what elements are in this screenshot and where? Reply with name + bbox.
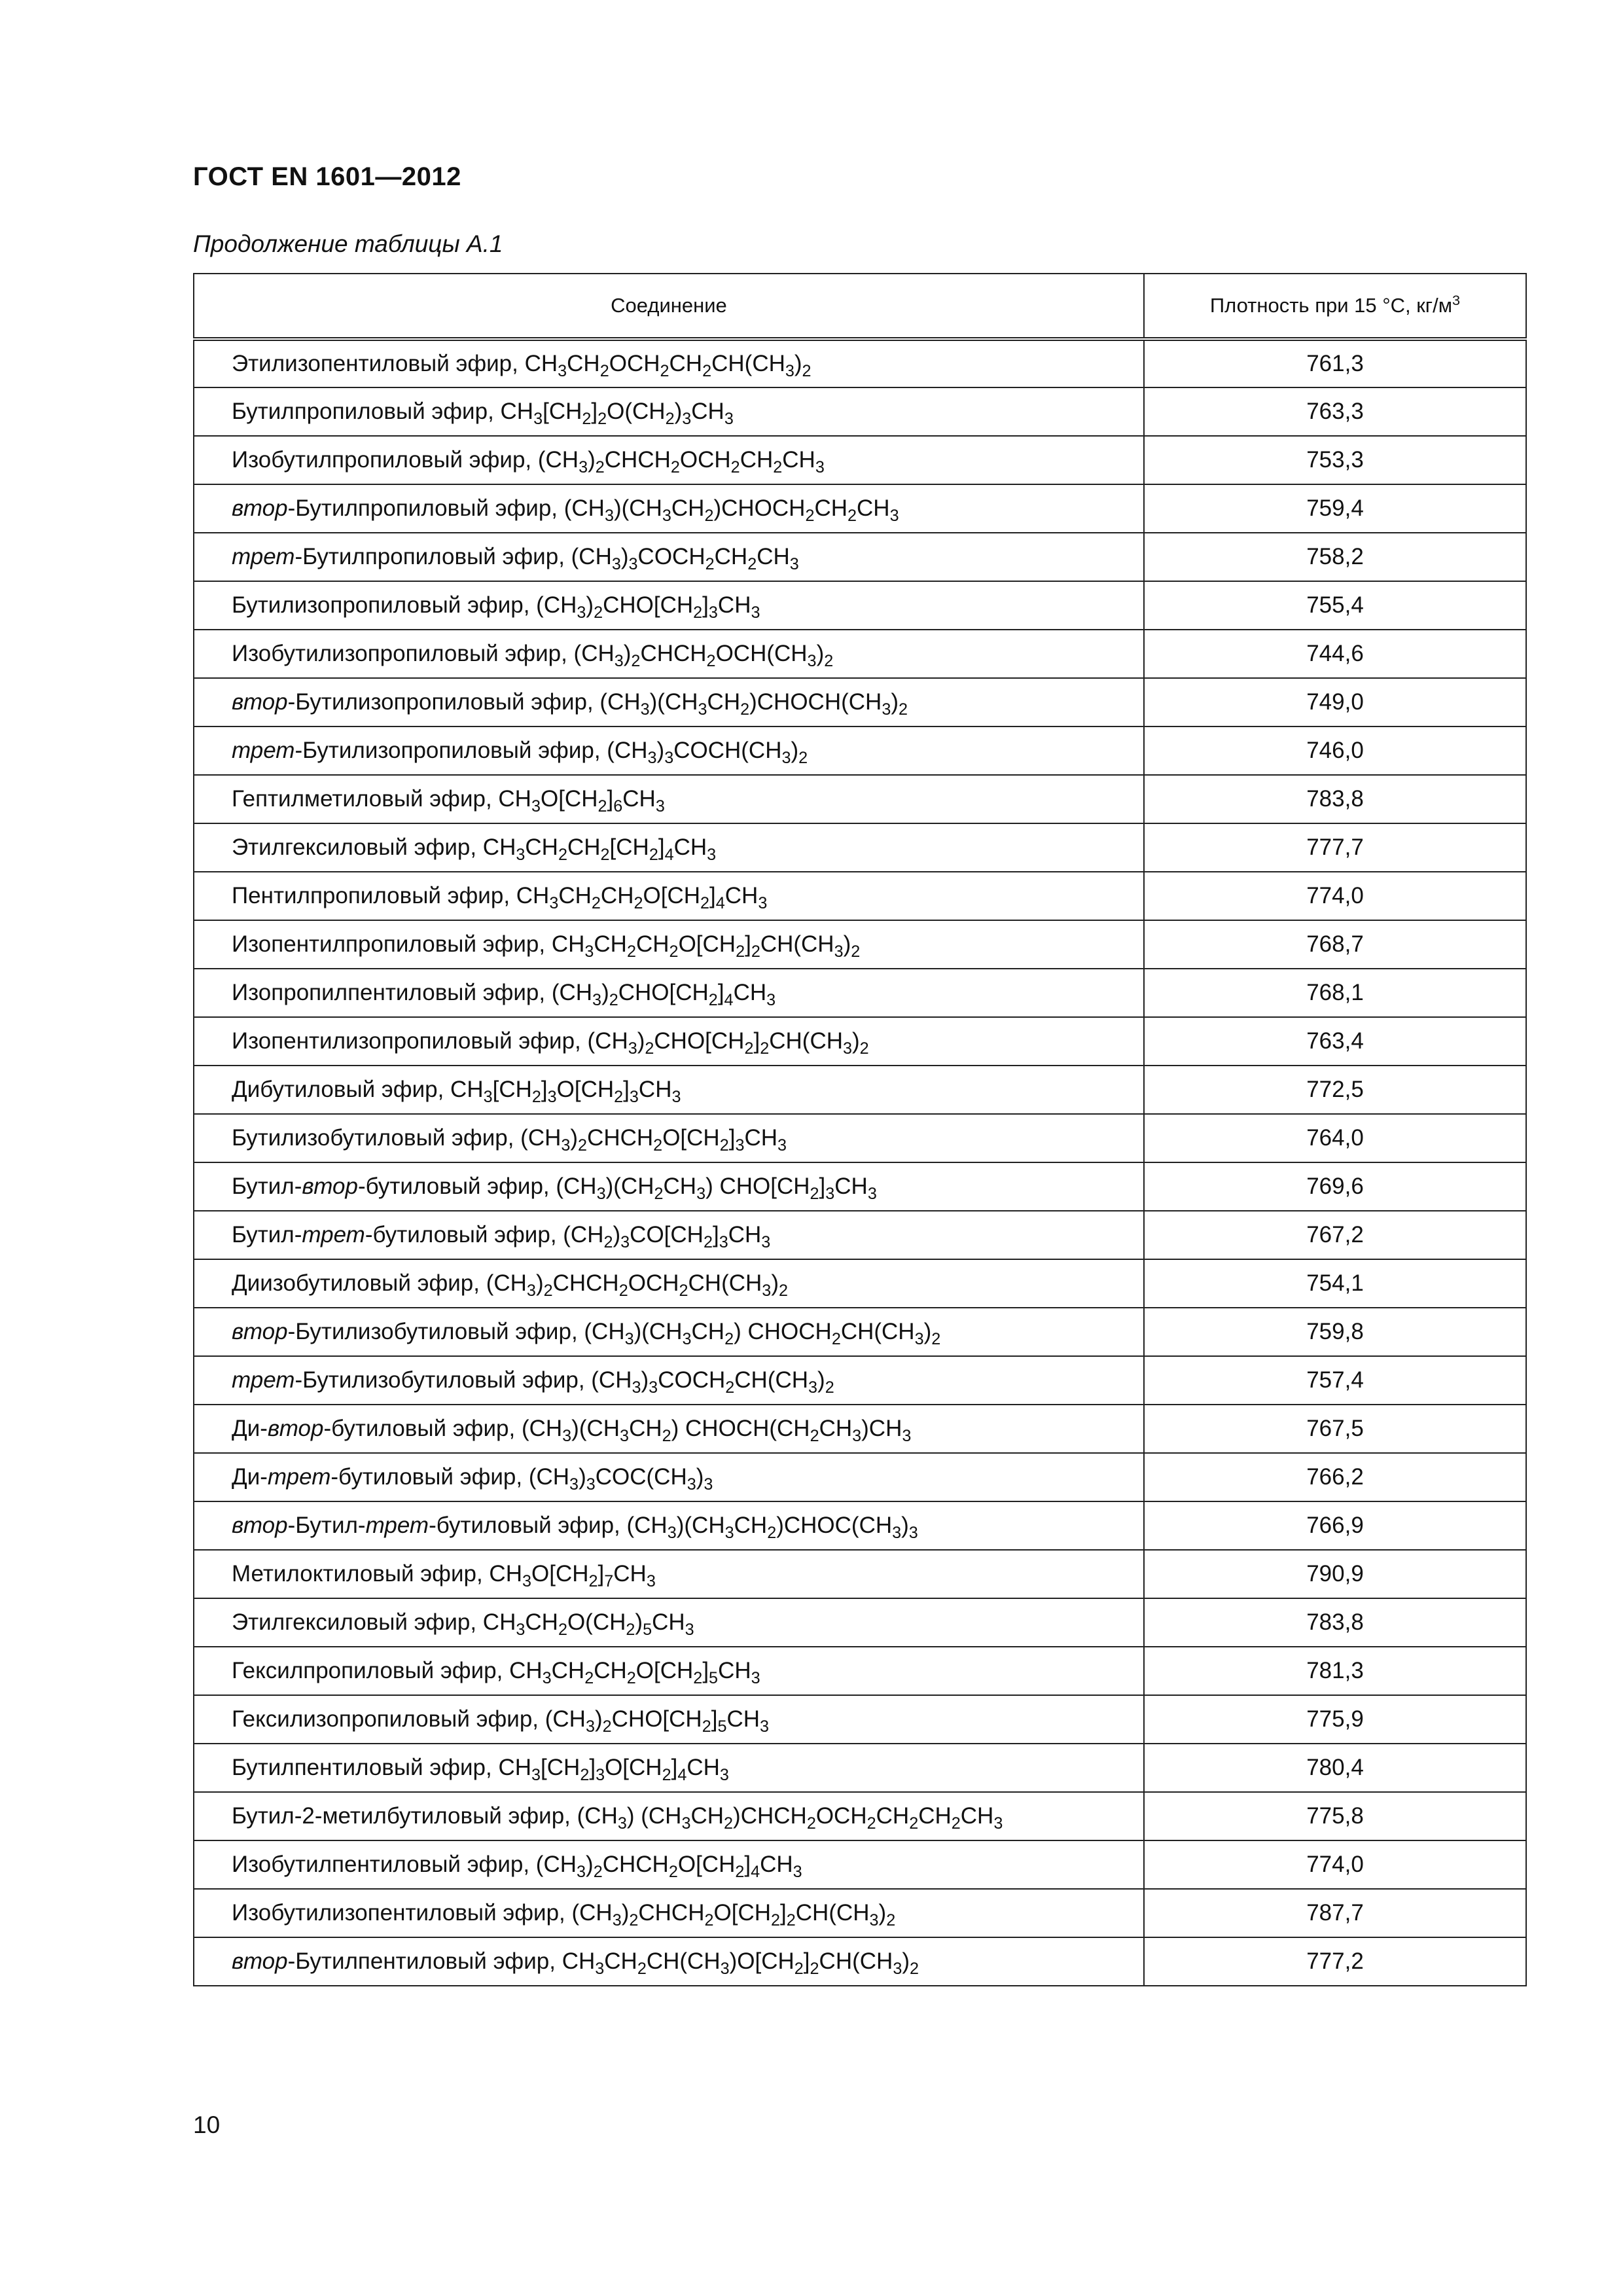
density-cell: 761,3 (1144, 339, 1526, 387)
compound-cell: Метилоктиловый эфир, $CH_3O[CH_2]_7CH_3$ (194, 1550, 1144, 1598)
table-row (194, 1405, 1526, 1453)
table-row (194, 533, 1526, 581)
table-row (194, 1744, 1526, 1792)
compound-cell: втор-Бутилизопропиловый эфир, $(CH_3)(CH_3CH_2)CHOCH(CH_3)_2$ (194, 678, 1144, 726)
density-cell: 769,6 (1144, 1162, 1526, 1211)
density-cell: 777,2 (1144, 1937, 1526, 1986)
compound-cell: Бутил-трет-бутиловый эфир, $(CH_2)_3CO[CH_2]_3CH_3$ (194, 1211, 1144, 1259)
density-cell: 757,4 (1144, 1356, 1526, 1405)
compound-cell: Бутилпропиловый эфир, $CH_3[CH_2]_2O(CH_2)_3CH_3$ (194, 387, 1144, 436)
density-cell: 774,0 (1144, 872, 1526, 920)
density-cell: 749,0 (1144, 678, 1526, 726)
density-cell: 767,2 (1144, 1211, 1526, 1259)
compound-cell: втор-Бутилпентиловый эфир, $CH_3CH_2CH(CH_3)O[CH_2]_2CH(CH_3)_2$ (194, 1937, 1144, 1986)
compound-cell: Изопентилизопропиловый эфир, $(CH_3)_2CHO[CH_2]_2CH(CH_3)_2$ (194, 1017, 1144, 1066)
table-row (194, 1889, 1526, 1937)
table-row (194, 1647, 1526, 1695)
density-cell: 774,0 (1144, 1840, 1526, 1889)
compound-cell: Бутил-втор-бутиловый эфир, $(CH_3)(CH_2CH_3)$ $CHO[CH_2]_3CH_3$ (194, 1162, 1144, 1211)
compound-cell: Гексилизопропиловый эфир, $(CH_3)_2CHO[CH_2]_5CH_3$ (194, 1695, 1144, 1744)
table-row (194, 678, 1526, 726)
compound-cell: Этилизопентиловый эфир, $CH_3CH_2OCH_2CH_2CH(CH_3)_2$ (194, 339, 1144, 387)
density-cell: 759,4 (1144, 484, 1526, 533)
table-row (194, 823, 1526, 872)
density-cell: 783,8 (1144, 775, 1526, 823)
table-row (194, 1501, 1526, 1550)
table-row (194, 1308, 1526, 1356)
table-row (194, 1792, 1526, 1840)
header-density-text: Плотность при 15 °С, кг/м (1209, 294, 1453, 317)
compound-cell: трет-Бутилпропиловый эфир, $(CH_3)_3COCH_2CH_2CH_3$ (194, 533, 1144, 581)
table-row (194, 1017, 1526, 1066)
density-cell: 754,1 (1144, 1259, 1526, 1308)
table-row (194, 726, 1526, 775)
density-cell: 775,9 (1144, 1695, 1526, 1744)
density-cell: 775,8 (1144, 1792, 1526, 1840)
compound-cell: Этилгексиловый эфир, $CH_3CH_2O(CH_2)_5CH_3$ (194, 1598, 1144, 1647)
compound-cell: Ди-втор-бутиловый эфир, $(CH_3)(CH_3CH_2)$ $CHOCH(CH_2CH_3)CH_3$ (194, 1405, 1144, 1453)
table-row (194, 1695, 1526, 1744)
density-cell: 758,2 (1144, 533, 1526, 581)
compound-cell: трет-Бутилизопропиловый эфир, $(CH_3)_3COCH(CH_3)_2$ (194, 726, 1144, 775)
density-cell: 766,9 (1144, 1501, 1526, 1550)
table-row (194, 1162, 1526, 1211)
compound-cell: Гексилпропиловый эфир, $CH_3CH_2CH_2O[CH_2]_5CH_3$ (194, 1647, 1144, 1695)
table-row (194, 339, 1526, 387)
table-row (194, 1114, 1526, 1162)
table-row (194, 630, 1526, 678)
table-row (194, 1598, 1526, 1647)
density-cell: 781,3 (1144, 1647, 1526, 1695)
density-cell: 768,1 (1144, 969, 1526, 1017)
compound-cell: Бутилизобутиловый эфир, $(CH_3)_2CHCH_2O[CH_2]_3CH_3$ (194, 1114, 1144, 1162)
table-row (194, 436, 1526, 484)
table-row (194, 775, 1526, 823)
table-row (194, 1259, 1526, 1308)
compound-cell: втор-Бутилизобутиловый эфир, $(CH_3)(CH_3CH_2)$ $CHOCH_2CH(CH_3)_2$ (194, 1308, 1144, 1356)
table-row (194, 1066, 1526, 1114)
table-row (194, 387, 1526, 436)
table-row (194, 872, 1526, 920)
compound-cell: трет-Бутилизобутиловый эфир, $(CH_3)_3COCH_2CH(CH_3)_2$ (194, 1356, 1144, 1405)
table-header-row (194, 274, 1526, 339)
header-compound: Соединение (194, 274, 1144, 339)
header-density-superscript: 3 (1452, 292, 1461, 309)
density-cell: 783,8 (1144, 1598, 1526, 1647)
compound-cell: Бутил-2-метилбутиловый эфир, $(CH_3)$ $(CH_3CH_2)CHCH_2OCH_2CH_2CH_2CH_3$ (194, 1792, 1144, 1840)
table-row (194, 920, 1526, 969)
table-caption: Продолжение таблицы А.1 (193, 230, 503, 257)
compound-cell: Изобутилпропиловый эфир, $(CH_3)_2CHCH_2OCH_2CH_2CH_3$ (194, 436, 1144, 484)
table-row (194, 1211, 1526, 1259)
density-cell: 759,8 (1144, 1308, 1526, 1356)
density-cell: 744,6 (1144, 630, 1526, 678)
compound-cell: Бутилизопропиловый эфир, $(CH_3)_2CHO[CH_2]_3CH_3$ (194, 581, 1144, 630)
compound-cell: Изобутилпентиловый эфир, $(CH_3)_2CHCH_2O[CH_2]_4CH_3$ (194, 1840, 1144, 1889)
table-row (194, 581, 1526, 630)
density-cell: 772,5 (1144, 1066, 1526, 1114)
density-cell: 780,4 (1144, 1744, 1526, 1792)
compound-cell: втор-Бутилпропиловый эфир, $(CH_3)(CH_3CH_2)CHOCH_2CH_2CH_3$ (194, 484, 1144, 533)
table-row (194, 1840, 1526, 1889)
table-row (194, 1937, 1526, 1986)
density-cell: 777,7 (1144, 823, 1526, 872)
density-cell: 746,0 (1144, 726, 1526, 775)
compound-cell: Изопропилпентиловый эфир, $(CH_3)_2CHO[CH_2]_4CH_3$ (194, 969, 1144, 1017)
page-number: 10 (193, 2111, 221, 2138)
table-row (194, 1453, 1526, 1501)
compound-cell: Дибутиловый эфир, $CH_3[CH_2]_3O[CH_2]_3CH_3$ (194, 1066, 1144, 1114)
compound-cell: Пентилпропиловый эфир, $CH_3CH_2CH_2O[CH_2]_4CH_3$ (194, 872, 1144, 920)
compound-cell: втор-Бутил-трет-бутиловый эфир, $(CH_3)(CH_3CH_2)CHOC(CH_3)_3$ (194, 1501, 1144, 1550)
density-table (193, 273, 1527, 1986)
table-body (194, 339, 1526, 1986)
table-row (194, 1356, 1526, 1405)
density-cell: 764,0 (1144, 1114, 1526, 1162)
header-density (1144, 274, 1526, 339)
compound-cell: Изопентилпропиловый эфир, $CH_3CH_2CH_2O[CH_2]_2CH(CH_3)_2$ (194, 920, 1144, 969)
density-cell: 767,5 (1144, 1405, 1526, 1453)
density-cell: 755,4 (1144, 581, 1526, 630)
compound-cell: Изобутилизопропиловый эфир, $(CH_3)_2CHCH_2OCH(CH_3)_2$ (194, 630, 1144, 678)
table-row (194, 484, 1526, 533)
table-row (194, 1550, 1526, 1598)
compound-cell: Этилгексиловый эфир, $CH_3CH_2CH_2[CH_2]_4CH_3$ (194, 823, 1144, 872)
density-cell: 787,7 (1144, 1889, 1526, 1937)
document-title: ГОСТ EN 1601—2012 (193, 162, 461, 191)
compound-cell: Изобутилизопентиловый эфир, $(CH_3)_2CHCH_2O[CH_2]_2CH(CH_3)_2$ (194, 1889, 1144, 1937)
compound-cell: Ди-трет-бутиловый эфир, $(CH_3)_3COC(CH_3)_3$ (194, 1453, 1144, 1501)
density-cell: 768,7 (1144, 920, 1526, 969)
density-cell: 763,4 (1144, 1017, 1526, 1066)
compound-cell: Гептилметиловый эфир, $CH_3O[CH_2]_6CH_3$ (194, 775, 1144, 823)
density-cell: 753,3 (1144, 436, 1526, 484)
density-cell: 790,9 (1144, 1550, 1526, 1598)
density-cell: 766,2 (1144, 1453, 1526, 1501)
density-cell: 763,3 (1144, 387, 1526, 436)
table-row (194, 969, 1526, 1017)
compound-cell: Диизобутиловый эфир, $(CH_3)_2CHCH_2OCH_2CH(CH_3)_2$ (194, 1259, 1144, 1308)
compound-cell: Бутилпентиловый эфир, $CH_3[CH_2]_3O[CH_2]_4CH_3$ (194, 1744, 1144, 1792)
